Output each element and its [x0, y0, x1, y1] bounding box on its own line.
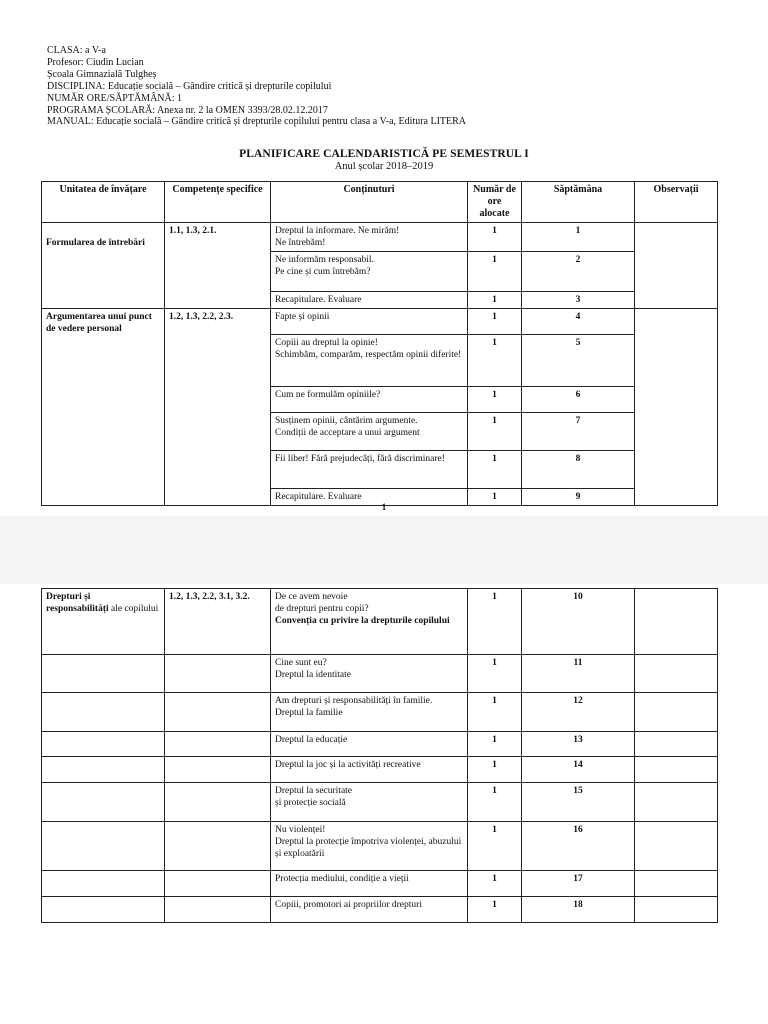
content-line: Schimbăm, comparăm, respectăm opinii diferite! [275, 350, 462, 360]
unit-name: Drepturi și [46, 592, 91, 602]
content-line: Pe cine și cum întrebăm? [275, 267, 371, 277]
teacher-line: Profesor: Ciudin Lucian [47, 56, 144, 68]
week-cell: 2 [522, 252, 635, 292]
table-row [42, 822, 718, 871]
content-line: Dreptul la securitate [275, 786, 353, 796]
table-row [42, 897, 718, 923]
curriculum-line: PROGRAMA ȘCOLARĂ: Anexa nr. 2 la OMEN 3393/28.02.12.2017 [47, 104, 328, 116]
title-block [0, 148, 768, 172]
unit-name: ale copilului [108, 604, 159, 614]
week-cell: 10 [522, 589, 635, 655]
content-line: Condiții de acceptare a unui argument [275, 428, 420, 438]
table-row [42, 589, 718, 655]
competences-cell [165, 897, 271, 923]
school-line: Școala Gimnazială Tulgheș [47, 68, 157, 80]
hours-cell: 1 [468, 655, 522, 693]
planning-table-page-1 [41, 181, 718, 506]
observations-cell [635, 223, 718, 309]
unit-cell [42, 223, 165, 309]
hours-cell: 1 [468, 451, 522, 489]
unit-cell [42, 757, 165, 783]
content-cell [271, 223, 468, 252]
content-cell: Recapitulare. Evaluare [271, 292, 468, 309]
content-line: Convenția cu privire la drepturile copilului [275, 616, 450, 626]
competences-cell [165, 757, 271, 783]
unit-cell: Argumentarea unui punct de vedere personal [42, 309, 165, 506]
observations-cell [635, 309, 718, 506]
content-cell: Dreptul la educație [271, 732, 468, 757]
observations-cell [635, 693, 718, 732]
week-cell: 11 [522, 655, 635, 693]
content-line: și protecție socială [275, 798, 346, 808]
unit-name: Formularea de întrebări [46, 238, 145, 248]
col-header-hours: Număr de ore alocate [468, 182, 522, 223]
competences-cell [165, 871, 271, 897]
competences-cell [165, 822, 271, 871]
content-cell [271, 783, 468, 822]
col-header-competences: Competențe specifice [165, 182, 271, 223]
content-line: De ce avem nevoie [275, 592, 348, 602]
observations-cell [635, 655, 718, 693]
unit-cell [42, 655, 165, 693]
unit-cell [42, 732, 165, 757]
content-line: Cine sunt eu? [275, 658, 327, 668]
competences-cell [165, 655, 271, 693]
content-cell [271, 693, 468, 732]
observations-cell [635, 822, 718, 871]
hours-cell: 1 [468, 335, 522, 387]
table-row [42, 871, 718, 897]
week-cell: 17 [522, 871, 635, 897]
col-header-observations: Observații [635, 182, 718, 223]
unit-name: responsabilități [46, 604, 109, 614]
table-row [42, 223, 718, 252]
content-line: Dreptul la protecție împotriva violenței, abuzului și exploatării [275, 837, 462, 859]
subject-line: DISCIPLINA: Educație socială – Gândire critică și drepturile copilului [47, 80, 332, 92]
content-cell: Protecția mediului, condiție a vieții [271, 871, 468, 897]
hours-per-week-line: NUMĂR ORE/SĂPTĂMÂNĂ: 1 [47, 92, 183, 104]
col-header-week: Săptămâna [522, 182, 635, 223]
week-cell: 16 [522, 822, 635, 871]
unit-cell [42, 871, 165, 897]
hours-cell: 1 [468, 897, 522, 923]
content-line: Am drepturi și responsabilități în familie. [275, 696, 433, 706]
competences-cell: 1.2, 1.3, 2.2, 3.1, 3.2. [165, 589, 271, 655]
hours-cell: 1 [468, 309, 522, 335]
content-line: Ne informăm responsabil. [275, 255, 374, 265]
content-cell [271, 822, 468, 871]
hours-cell: 1 [468, 387, 522, 413]
week-cell: 6 [522, 387, 635, 413]
table-row [42, 757, 718, 783]
document-header [47, 45, 466, 128]
planning-table-page-2 [41, 588, 718, 923]
unit-cell [42, 897, 165, 923]
hours-cell: 1 [468, 783, 522, 822]
table-row [42, 693, 718, 732]
week-cell: 8 [522, 451, 635, 489]
hours-cell: 1 [468, 693, 522, 732]
content-line: Nu violenței! [275, 825, 326, 835]
content-cell [271, 413, 468, 451]
observations-cell [635, 757, 718, 783]
hours-cell: 1 [468, 252, 522, 292]
observations-cell [635, 589, 718, 655]
observations-cell [635, 783, 718, 822]
col-header-unit: Unitatea de învățare [42, 182, 165, 223]
unit-cell [42, 822, 165, 871]
content-cell [271, 655, 468, 693]
week-cell: 5 [522, 335, 635, 387]
page-title: PLANIFICARE CALENDARISTICĂ PE SEMESTRUL I [239, 148, 529, 160]
hours-cell: 1 [468, 871, 522, 897]
week-cell: 14 [522, 757, 635, 783]
week-cell: 4 [522, 309, 635, 335]
competences-cell [165, 693, 271, 732]
content-cell [271, 589, 468, 655]
week-cell: 1 [522, 223, 635, 252]
week-cell: 12 [522, 693, 635, 732]
observations-cell [635, 871, 718, 897]
table-row [42, 655, 718, 693]
week-cell: 13 [522, 732, 635, 757]
table-row [42, 783, 718, 822]
observations-cell [635, 897, 718, 923]
col-header-contents: Conținuturi [271, 182, 468, 223]
school-year: Anul școlar 2018–2019 [334, 161, 434, 172]
content-cell: Fapte și opinii [271, 309, 468, 335]
hours-cell: 1 [468, 589, 522, 655]
table-header-row [42, 182, 718, 223]
hours-cell: 1 [468, 292, 522, 309]
table-row [42, 309, 718, 335]
class-line: CLASA: a V-a [47, 45, 106, 56]
observations-cell [635, 732, 718, 757]
unit-cell [42, 783, 165, 822]
week-cell: 18 [522, 897, 635, 923]
competences-cell [165, 732, 271, 757]
content-cell [271, 335, 468, 387]
content-cell: Recapitulare. Evaluare [271, 489, 468, 506]
content-line: Susținem opinii, cântărim argumente. [275, 416, 418, 426]
page-number: 1 [381, 502, 387, 512]
week-cell: 9 [522, 489, 635, 506]
hours-cell: 1 [468, 413, 522, 451]
competences-cell: 1.1, 1.3, 2.1. [165, 223, 271, 309]
competences-cell [165, 783, 271, 822]
content-line: de drepturi pentru copii? [275, 604, 369, 614]
competences-cell: 1.2, 1.3, 2.2, 2.3. [165, 309, 271, 506]
hours-cell: 1 [468, 732, 522, 757]
hours-cell: 1 [468, 489, 522, 506]
page-separator [0, 516, 768, 584]
content-line: Ne întrebăm! [275, 238, 326, 248]
content-line: Copiii au dreptul la opinie! [275, 338, 378, 348]
hours-cell: 1 [468, 822, 522, 871]
week-cell: 3 [522, 292, 635, 309]
content-cell: Copiii, promotori ai propriilor drepturi [271, 897, 468, 923]
content-line: Dreptul la informare. Ne mirăm! [275, 226, 400, 236]
unit-cell [42, 693, 165, 732]
textbook-line: MANUAL: Educație socială – Gândire critică și drepturile copilului pentru clasa a V-a, Editura LITERA [47, 116, 467, 128]
content-cell: Fii liber! Fără prejudecăți, fără discriminare! [271, 451, 468, 489]
hours-cell: 1 [468, 223, 522, 252]
content-cell: Cum ne formulăm opiniile? [271, 387, 468, 413]
content-cell [271, 252, 468, 292]
hours-cell: 1 [468, 757, 522, 783]
content-line: Dreptul la identitate [275, 670, 351, 680]
content-line: Dreptul la familie [275, 708, 343, 718]
week-cell: 15 [522, 783, 635, 822]
unit-cell [42, 589, 165, 655]
table-row [42, 732, 718, 757]
content-cell: Dreptul la joc și la activități recreative [271, 757, 468, 783]
week-cell: 7 [522, 413, 635, 451]
